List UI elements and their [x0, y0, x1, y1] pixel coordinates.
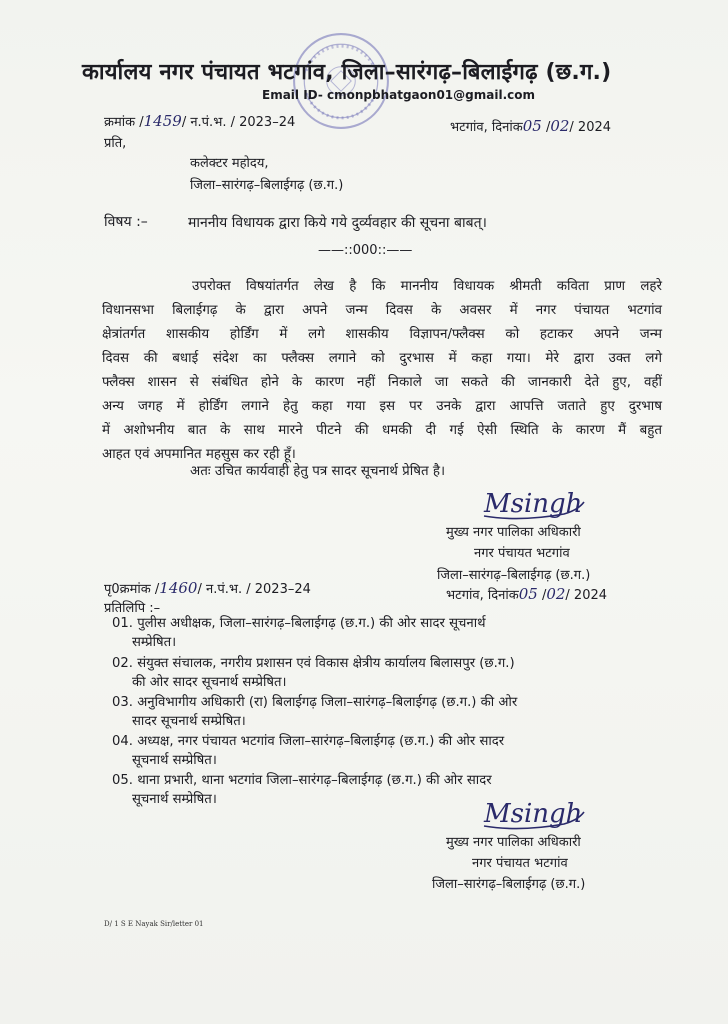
item-number: 03. [112, 695, 133, 710]
copy-date-year: / 2024 [565, 588, 608, 603]
copy-list-item [112, 771, 492, 809]
copy-label: प्रतिलिपि :– [104, 601, 161, 616]
reference-number [104, 112, 295, 130]
item-line2: सादर सूचनार्थ सम्प्रेषित। [132, 714, 246, 729]
separator: ——::000::—— [318, 243, 413, 258]
item-line1: थाना प्रभारी, थाना भटगांव जिला–सारंगढ़–बिलाईगढ़ (छ.ग.) की ओर सादर [137, 773, 492, 788]
ref-suffix: / न.पं.भ. / 2023–24 [181, 115, 296, 130]
body-line: दिवस की बधाई संदेश का फ्लैक्स लगाने को दुरभास में कहा गया। मेरे द्वारा उक्त लगे [102, 351, 662, 366]
subject-text: माननीय विधायक द्वारा किये गये दुर्व्यवहार की सूचना बाबत्। [188, 215, 487, 231]
ref-number-handwritten: 1459 [143, 112, 182, 130]
copy-date-prefix: भटगांव, दिनांक [446, 588, 519, 603]
ref-prefix: क्रमांक / [104, 115, 144, 130]
signatory-1-district: जिला–सारंगढ़–बिलाईगढ़ (छ.ग.) [437, 568, 591, 583]
item-number: 01. [112, 616, 133, 631]
body-line: क्षेत्रांतर्गत शासकीय होर्डिंग में लगे शासकीय विज्ञापन/फ्लैक्स को हटाकर अपने जन्म [102, 327, 662, 342]
copy-list-item [112, 693, 517, 731]
item-line1: संयुक्त संचालक, नगरीय प्रशासन एवं विकास क्षेत्रीय कार्यालय बिलासपुर (छ.ग.) [137, 656, 515, 671]
addressee-line1: कलेक्टर महोदय, [190, 156, 269, 171]
body-line: फ्लैक्स शासन से संबंधित होने के कारण नहीं निकाले जा सकते की जानकारी देते हुए, वहीं [102, 375, 662, 390]
body-line: आहत एवं अपमानित महसुस कर रही हूँ। [102, 447, 296, 462]
office-title: कार्यालय नगर पंचायत भटगांव, जिला–सारंगढ़–बिलाईगढ़ (छ.ग.) [82, 60, 612, 85]
body-line: विधानसभा बिलाईगढ़ के द्वारा अपने जन्म दिवस के अवसर में नगर पंचायत भटगांव [102, 303, 662, 318]
date-month-handwritten: 02 [550, 117, 570, 135]
copy-date-month-handwritten: 02 [546, 585, 566, 603]
date-prefix: भटगांव, दिनांक [450, 120, 523, 135]
date-year: / 2024 [569, 120, 612, 135]
copy-list-item [112, 654, 515, 692]
copy-ref-suffix: / न.पं.भ. / 2023–24 [197, 582, 311, 597]
signatory-2-office: नगर पंचायत भटगांव [472, 856, 568, 871]
date-day-handwritten: 05 [522, 117, 542, 135]
item-number: 04. [112, 734, 133, 749]
to-label: प्रति, [104, 136, 127, 151]
item-line1: पुलीस अधीक्षक, जिला–सारंगढ़–बिलाईगढ़ (छ.ग.) की ओर सादर सूचनार्थ [137, 616, 486, 631]
item-number: 02. [112, 656, 133, 671]
body-line: अन्य जगह में होर्डिंग लगाने हेतु कहा गया इस पर उनके द्वारा आपत्ति जताते हुए दुरभाष [102, 399, 662, 414]
signatory-1-office: नगर पंचायत भटगांव [474, 546, 570, 561]
signature-1-text: Msingh [484, 489, 583, 519]
item-number: 05. [112, 773, 133, 788]
item-line2: सम्प्रेषित। [132, 635, 177, 650]
signatory-2-district: जिला–सारंगढ़–बिलाईगढ़ (छ.ग.) [432, 877, 586, 892]
item-line2: की ओर सादर सूचनार्थ सम्प्रेषित। [132, 675, 287, 690]
item-line2: सूचनार्थ सम्प्रेषित। [132, 753, 217, 768]
item-line1: अनुविभागीय अधिकारी (रा) बिलाईगढ़ जिला–सारंगढ़–बिलाईगढ़ (छ.ग.) की ओर [137, 695, 518, 710]
copy-date-day-handwritten: 05 [518, 585, 538, 603]
letter-body [102, 275, 662, 467]
copy-list-item [112, 732, 504, 770]
body-line: उपरोक्त विषयांतर्गत लेख है कि माननीय विधायक श्रीमती कविता प्राण लहरे [192, 279, 662, 294]
signatory-1-designation: मुख्य नगर पालिका अधिकारी [446, 525, 581, 540]
copy-ref-prefix: पृ0क्रमांक / [104, 582, 160, 597]
signatory-2-designation: मुख्य नगर पालिका अधिकारी [446, 835, 581, 850]
office-email: Email ID- cmonpbhatgaon01@gmail.com [262, 88, 535, 102]
copy-reference-number [104, 579, 311, 597]
letter-date: भटगांव, दिनांक05 /02/ 2024 [450, 117, 612, 135]
item-line2: सूचनार्थ सम्प्रेषित। [132, 792, 217, 807]
signature-2-text: Msingh [484, 799, 583, 829]
body-line: में अशोभनीय बात के साथ मारने पीटने की धमकी दी गई ऐसी स्थिति के कारण मैं बहुत [102, 423, 662, 438]
closing-line: अतः उचित कार्यवाही हेतु पत्र सादर सूचनार्थ प्रेषित है। [190, 464, 446, 479]
subject-label: विषय :– [104, 214, 148, 230]
copy-date: भटगांव, दिनांक05 /02/ 2024 [446, 585, 608, 603]
copy-ref-number-handwritten: 1460 [159, 579, 198, 597]
item-line1: अध्यक्ष, नगर पंचायत भटगांव जिला–सारंगढ़–बिलाईगढ़ (छ.ग.) की ओर सादर [137, 734, 505, 749]
copy-list-item [112, 614, 486, 652]
file-reference-note: D/ 1 S E Nayak Sir/letter 01 [104, 920, 204, 928]
addressee-line2: जिला–सारंगढ़–बिलाईगढ़ (छ.ग.) [190, 178, 344, 193]
